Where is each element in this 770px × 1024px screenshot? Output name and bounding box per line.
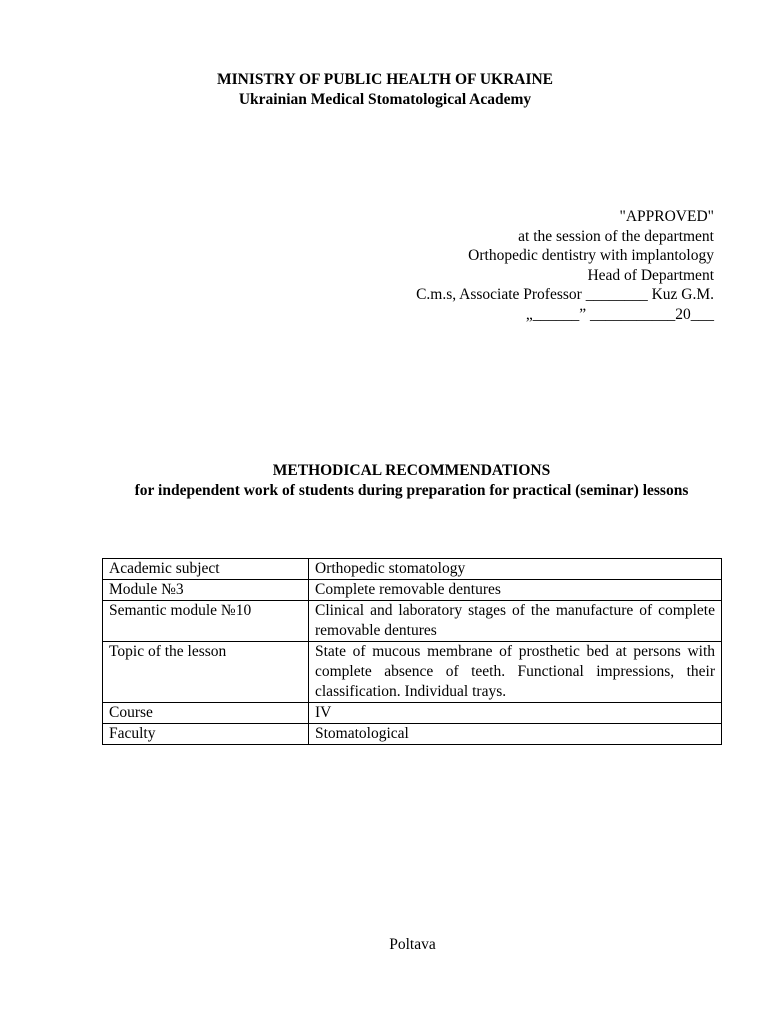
row-label: Faculty [103,724,309,745]
table-row [103,580,722,601]
row-label: Topic of the lesson [103,642,309,703]
approval-department: Orthopedic dentistry with implantology [468,247,714,265]
approval-signatory: C.m.s, Associate Professor ________ Kuz G.M. [416,286,714,304]
approval-session: at the session of the department [518,227,714,245]
row-label: Semantic module №10 [103,601,309,642]
row-label: Course [103,703,309,724]
table-row [103,601,722,642]
row-value: IV [309,703,722,724]
title-subtitle: for independent work of students during preparation for practical (seminar) lessons [134,482,689,499]
footer-city: Poltava [389,936,436,953]
row-value: State of mucous membrane of prosthetic bed at persons with complete absence of teeth. Functional impressions, their classification. Individual trays. [309,642,722,703]
row-value: Stomatological [309,724,722,745]
table-row [103,559,722,580]
table-row [103,642,722,703]
table-row [103,703,722,724]
academy-name: Ukrainian Medical Stomatological Academy [238,91,532,108]
info-table [102,558,722,745]
approved-label: "APPROVED" [619,208,714,225]
document-title [80,461,743,501]
row-value: Clinical and laboratory stages of the manufacture of complete removable dentures [309,601,722,642]
row-label: Module №3 [103,580,309,601]
approval-date: „______” ___________20___ [525,305,714,323]
row-label: Academic subject [103,559,309,580]
row-value: Orthopedic stomatology [309,559,722,580]
document-header [0,70,770,110]
approval-head: Head of Department [587,266,714,284]
title-main: METHODICAL RECOMMENDATIONS [272,462,551,479]
row-value: Complete removable dentures [309,580,722,601]
approval-block [416,207,714,325]
ministry-name: MINISTRY OF PUBLIC HEALTH OF UKRAINE [216,71,554,88]
table-row [103,724,722,745]
